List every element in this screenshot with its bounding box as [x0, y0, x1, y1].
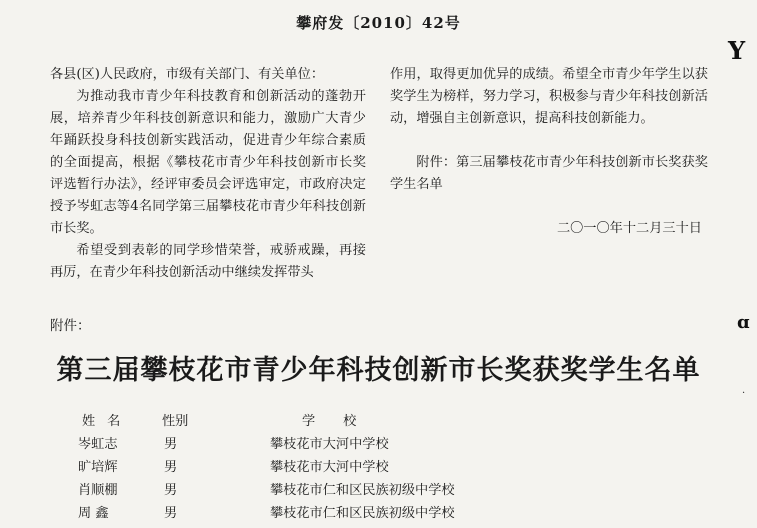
winners-list-title: 第三届攀枝花市青少年科技创新市长奖获奖学生名单	[56, 355, 701, 386]
table-row	[0, 479, 757, 499]
paragraph-2-part-2: 作用，取得更加优异的成绩。希望全市青少年学生以获奖学生为榜样，努力学习，积极参与青少年科技创新活动，增强自主创新意识，提高科技创新能力。	[390, 67, 708, 126]
attachment-note: 附件：第三届攀枝花市青少年科技创新市长奖获奖学生名单	[390, 155, 708, 192]
letter-left-column	[50, 64, 366, 284]
student-school: 攀枝花市大河中学校	[270, 437, 389, 452]
issue-date: 二〇一〇年十二月三十日	[556, 221, 702, 236]
student-gender: 男	[164, 506, 178, 521]
table-header-row	[0, 410, 757, 430]
column-header-name: 姓名	[82, 414, 133, 429]
salutation: 各县(区)人民政府，市级有关部门、有关单位：	[50, 67, 325, 82]
document-number: 攀府发〔2010〕42号	[296, 14, 461, 32]
column-header-gender: 性别	[162, 414, 189, 429]
margin-ink-mark: Y	[728, 36, 746, 65]
column-header-school: 学校	[302, 414, 385, 429]
student-school: 攀枝花市仁和区民族初级中学校	[270, 483, 455, 498]
student-name: 岑虹志	[78, 437, 118, 452]
student-name: 肖顺棚	[78, 483, 118, 498]
table-row	[0, 433, 757, 453]
letter-right-column	[390, 64, 708, 240]
paragraph-2-part-1: 希望受到表彰的同学珍惜荣誉，戒骄戒躁，再接再厉，在青少年科技创新活动中继续发挥带头	[50, 243, 366, 280]
student-name: 旷培辉	[78, 460, 118, 475]
student-school: 攀枝花市仁和区民族初级中学校	[270, 506, 455, 521]
student-gender: 男	[164, 483, 178, 498]
student-school: 攀枝花市大河中学校	[270, 460, 389, 475]
student-gender: 男	[164, 437, 178, 452]
paragraph-1: 为推动我市青少年科技教育和创新活动的蓬勃开展，培养青少年科技创新意识和能力，激励广大青少年踊跃投身科技创新实践活动，促进青少年综合素质的全面提高，根据《攀枝花市青少年科技创新市长奖评选暂行办法》，经评审委员会评选审定，市政府决定授予岑虹志等4名同学第三届攀枝花市青少年科技创新市长奖。	[50, 89, 366, 236]
table-row	[0, 456, 757, 476]
attachment-label: 附件：	[50, 318, 91, 334]
table-row	[0, 502, 757, 522]
student-name: 周 鑫	[78, 506, 109, 521]
margin-ink-mark: ·	[742, 388, 746, 399]
margin-ink-mark: ɑ	[737, 312, 750, 333]
student-gender: 男	[164, 460, 178, 475]
